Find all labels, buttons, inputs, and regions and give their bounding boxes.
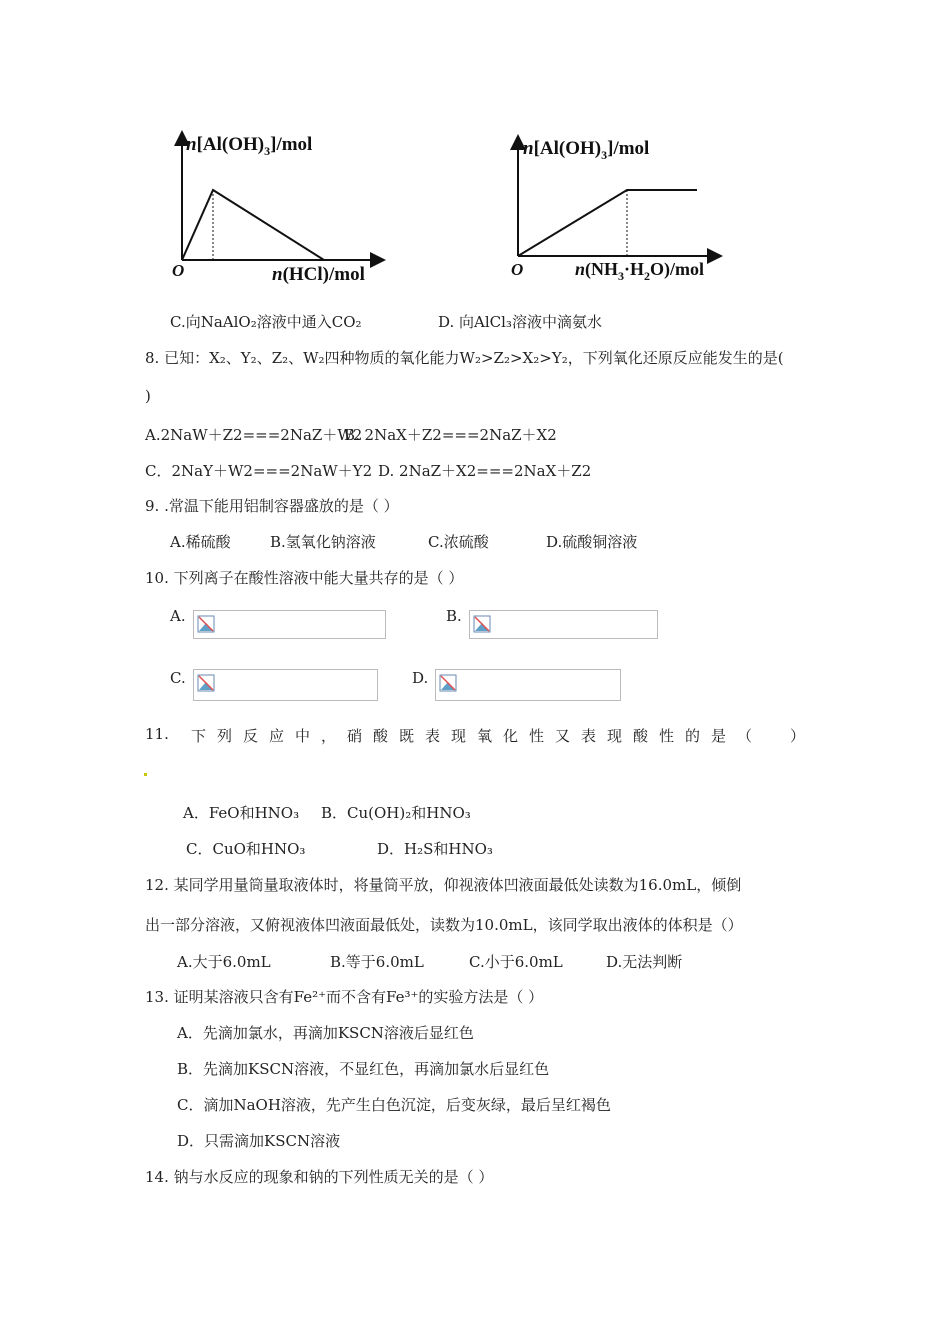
q11-number: 11. (145, 725, 169, 743)
caption-d: D. 向AlCl₃溶液中滴氨水 (438, 313, 602, 331)
q13-option-a: A．先滴加氯水，再滴加KSCN溶液后显红色 (177, 1024, 474, 1042)
broken-image-icon (439, 674, 457, 692)
q11-option-b: B．Cu(OH)₂和HNO₃ (321, 804, 471, 822)
origin-label: O (172, 261, 185, 280)
graph-hcl (168, 128, 398, 288)
q12-option-c: C.小于6.0mL (469, 953, 563, 971)
q12-line2: 出一部分溶液，又俯视液体凹液面最低处，读数为10.0mL，该同学取出液体的体积是（） (145, 916, 743, 934)
x-label: $n(NH_3\cdot H_2O)$/mol (575, 259, 705, 283)
q8-option-a: A.2NaW＋Z2===2NaZ＋W2 (145, 426, 363, 444)
q10-image-b (469, 610, 658, 639)
q13-stem: 13. 证明某溶液只含有Fe²⁺而不含有Fe³⁺的实验方法是（ ） (145, 988, 544, 1006)
q10-option-b: B. (446, 607, 462, 625)
q8-stem: 8. 已知：X₂、Y₂、Z₂、W₂四种物质的氧化能力W₂>Z₂>X₂>Y₂，下列氧化还原反应能发生的是( (145, 349, 784, 367)
q9-stem: 9. .常温下能用铝制容器盛放的是（ ） (145, 497, 399, 515)
x-label: n(HCl)/mol (272, 264, 365, 285)
q11-stem: 下列反应中，硝酸既表现氧化性又表现酸性的是（ (191, 727, 764, 745)
curve (182, 190, 324, 260)
q14-stem: 14. 钠与水反应的现象和钠的下列性质无关的是（ ） (145, 1168, 494, 1186)
q11-option-c: C．CuO和HNO₃ (186, 840, 306, 858)
q9-option-d: D.硫酸铜溶液 (546, 533, 638, 551)
q10-image-a (193, 610, 386, 639)
q10-image-c (193, 669, 378, 701)
q11-stem-close: ） (790, 727, 806, 745)
q13-option-d: D．只需滴加KSCN溶液 (177, 1132, 341, 1150)
origin-label: O (511, 260, 524, 279)
q8-stem-close: ) (145, 387, 151, 405)
q8-option-c: C．2NaY＋W2===2NaW＋Y2 (145, 462, 373, 480)
stray-mark (144, 773, 147, 776)
q9-option-c: C.浓硫酸 (428, 533, 489, 551)
curve (518, 190, 697, 256)
q12-line1: 12. 某同学用量筒量取液体时，将量筒平放，仰视液体凹液面最低处读数为16.0mL，倾倒 (145, 876, 742, 894)
broken-image-icon (197, 615, 215, 633)
q10-image-d (435, 669, 621, 701)
q10-option-c: C. (170, 669, 186, 687)
q10-stem: 10. 下列离子在酸性溶液中能大量共存的是（ ） (145, 569, 464, 587)
q10-option-d: D. (412, 669, 429, 687)
graph-nh3 (505, 132, 745, 292)
broken-image-icon (197, 674, 215, 692)
q9-option-a: A.稀硫酸 (170, 533, 231, 551)
q12-option-b: B.等于6.0mL (330, 953, 424, 971)
q10-option-a: A. (170, 607, 186, 625)
q11-option-a: A．FeO和HNO₃ (183, 804, 300, 822)
q13-option-b: B．先滴加KSCN溶液，不显红色，再滴加氯水后显红色 (177, 1060, 550, 1078)
q8-option-d: D. 2NaZ＋X2===2NaX＋Z2 (378, 462, 592, 480)
q9-option-b: B.氢氧化钠溶液 (270, 533, 376, 551)
y-label: $n[Al(OH)_3]$/mol (523, 138, 650, 162)
q12-option-a: A.大于6.0mL (177, 953, 271, 971)
caption-c: C.向NaAlO₂溶液中通入CO₂ (170, 313, 362, 331)
q13-option-c: C．滴加NaOH溶液，先产生白色沉淀，后变灰绿，最后呈红褐色 (177, 1096, 611, 1114)
broken-image-icon (473, 615, 491, 633)
y-label: $n[Al(OH)_3]$/mol (186, 134, 313, 158)
q12-option-d: D.无法判断 (606, 953, 683, 971)
q11-option-d: D．H₂S和HNO₃ (377, 840, 493, 858)
q8-option-b: B. 2NaX＋Z2===2NaZ＋X2 (344, 426, 557, 444)
